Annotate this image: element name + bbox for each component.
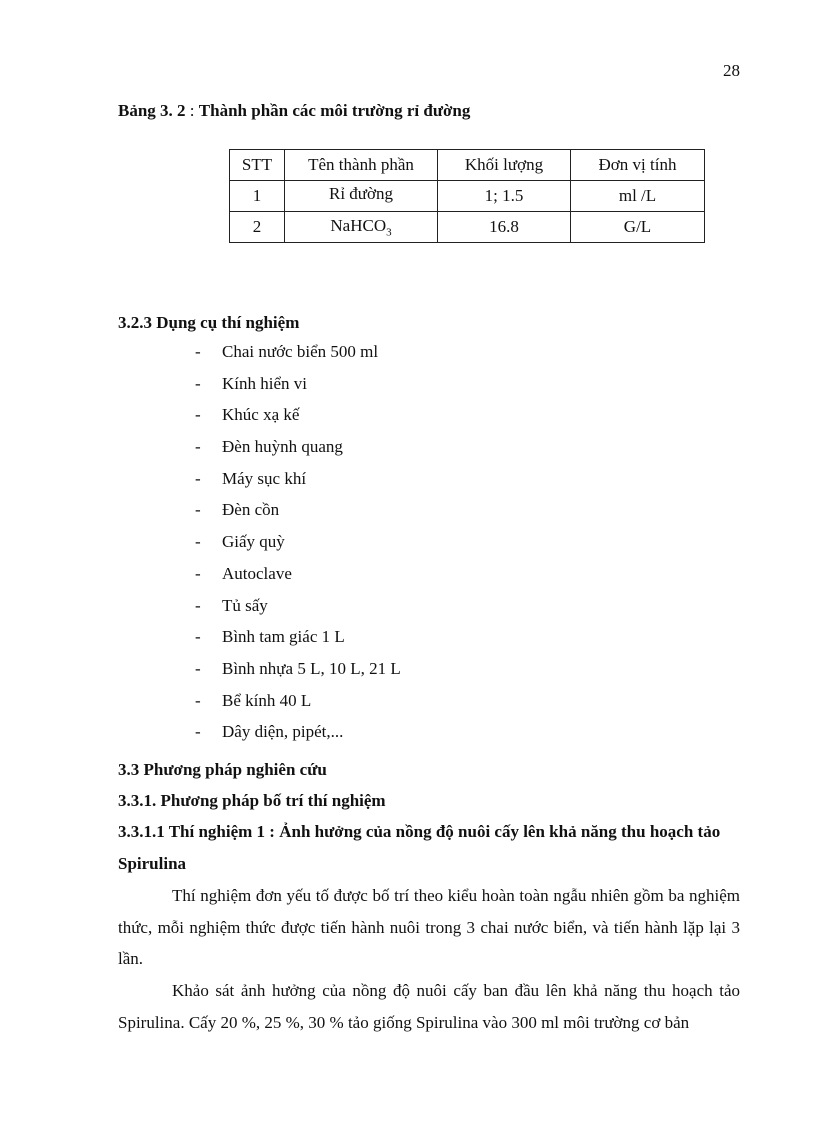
list-item <box>195 374 401 406</box>
list-item <box>195 596 401 628</box>
list-item <box>195 564 401 596</box>
list-bullet: - <box>195 658 201 678</box>
list-item-text: Tủ sấy <box>222 595 268 615</box>
table-row <box>230 181 705 212</box>
table-cell-name-text: Rỉ đường <box>328 183 393 203</box>
table-cell-stt: 1 <box>230 181 285 212</box>
section-heading-methods: 3.3 Phương pháp nghiên cứu <box>118 760 327 779</box>
list-item <box>195 500 401 532</box>
list-bullet: - <box>195 722 201 742</box>
list-item-text: Máy sục khí <box>222 468 307 488</box>
paragraph-text: Thí nghiệm đơn yếu tố được bố trí theo kiểu hoàn toàn ngẫu nhiên gồm ba nghiệm thức, mỗi nghiệm thức được tiến hành nuôi trong 3 chai nước biển, và tiến hành lặp lại 3 lần. <box>118 886 740 969</box>
list-bullet: - <box>195 500 201 520</box>
list-item-text: Bể kính 40 L <box>222 690 312 710</box>
paragraph-survey <box>118 975 740 1038</box>
list-item-text: Khúc xạ kế <box>222 405 300 425</box>
table-caption <box>118 101 470 121</box>
table-row <box>230 212 705 243</box>
list-item-text: Autoclave <box>222 563 292 583</box>
list-item <box>195 659 401 691</box>
table-header-cell: STT <box>230 150 285 181</box>
table-cell-stt: 2 <box>230 212 285 243</box>
list-item-text: Giấy quỳ <box>222 532 285 552</box>
list-bullet: - <box>195 595 201 615</box>
table-caption-label: Bảng 3. 2 <box>118 101 186 120</box>
table-header-cell: Khối lượng <box>438 150 571 181</box>
list-bullet: - <box>195 532 201 552</box>
list-bullet: - <box>195 468 201 488</box>
list-bullet: - <box>195 405 201 425</box>
table-caption-title: Thành phần các môi trường rỉ đường <box>198 101 471 120</box>
table-header-row <box>230 150 705 181</box>
list-item <box>195 342 401 374</box>
list-item-text: Đèn cồn <box>222 500 280 520</box>
equipment-list <box>195 342 401 754</box>
list-item-text: Chai nước biển 500 ml <box>222 342 379 361</box>
table-header-cell: Đơn vị tính <box>571 150 705 181</box>
list-item-text: Kính hiển vi <box>222 373 307 393</box>
list-item <box>195 532 401 564</box>
table-cell-amount: 16.8 <box>438 212 571 243</box>
section-heading-equipment: 3.2.3 Dụng cụ thí nghiệm <box>118 313 300 332</box>
list-item <box>195 627 401 659</box>
list-item <box>195 437 401 469</box>
table-cell-unit: G/L <box>571 212 705 243</box>
list-item <box>195 691 401 723</box>
experiment-heading: 3.3.1.1 Thí nghiệm 1 : Ảnh hưởng của nồng độ nuôi cấy lên khả năng thu hoạch tảo Spirulina <box>118 822 721 873</box>
table-cell-name-text: NaHCO <box>330 215 387 235</box>
list-bullet: - <box>195 563 201 583</box>
list-bullet: - <box>195 437 201 457</box>
table-cell-name <box>285 181 438 212</box>
list-item-text: Dây diện, pipét,... <box>222 722 344 742</box>
table-cell-name-subscript: 3 <box>386 226 392 239</box>
paragraph-text: Khảo sát ảnh hưởng của nồng độ nuôi cấy ban đầu lên khả năng thu hoạch tảo Spirulina. Cấy 20 %, 25 %, 30 % tảo giống Spirulina vào 300 ml môi trường cơ bản <box>118 981 740 1032</box>
table-cell-name <box>285 212 438 243</box>
subsection-heading-layout: 3.3.1. Phương pháp bố trí thí nghiệm <box>118 791 386 810</box>
media-composition-table <box>229 149 705 243</box>
list-bullet: - <box>195 342 201 361</box>
paragraph-experiment-design <box>118 880 740 975</box>
list-bullet: - <box>195 373 201 393</box>
list-item-text: Bình nhựa 5 L, 10 L, 21 L <box>222 658 401 678</box>
list-item <box>195 469 401 501</box>
table-cell-unit: ml /L <box>571 181 705 212</box>
list-bullet: - <box>195 690 201 710</box>
list-bullet: - <box>195 627 201 647</box>
list-item-text: Đèn huỳnh quang <box>222 437 343 457</box>
list-item <box>195 405 401 437</box>
list-item <box>195 722 401 754</box>
list-item-text: Bình tam giác 1 L <box>222 627 345 647</box>
page-number: 28 <box>723 61 740 80</box>
table-header-cell: Tên thành phần <box>285 150 438 181</box>
table-cell-amount: 1; 1.5 <box>438 181 571 212</box>
table-caption-separator: : <box>185 101 199 120</box>
